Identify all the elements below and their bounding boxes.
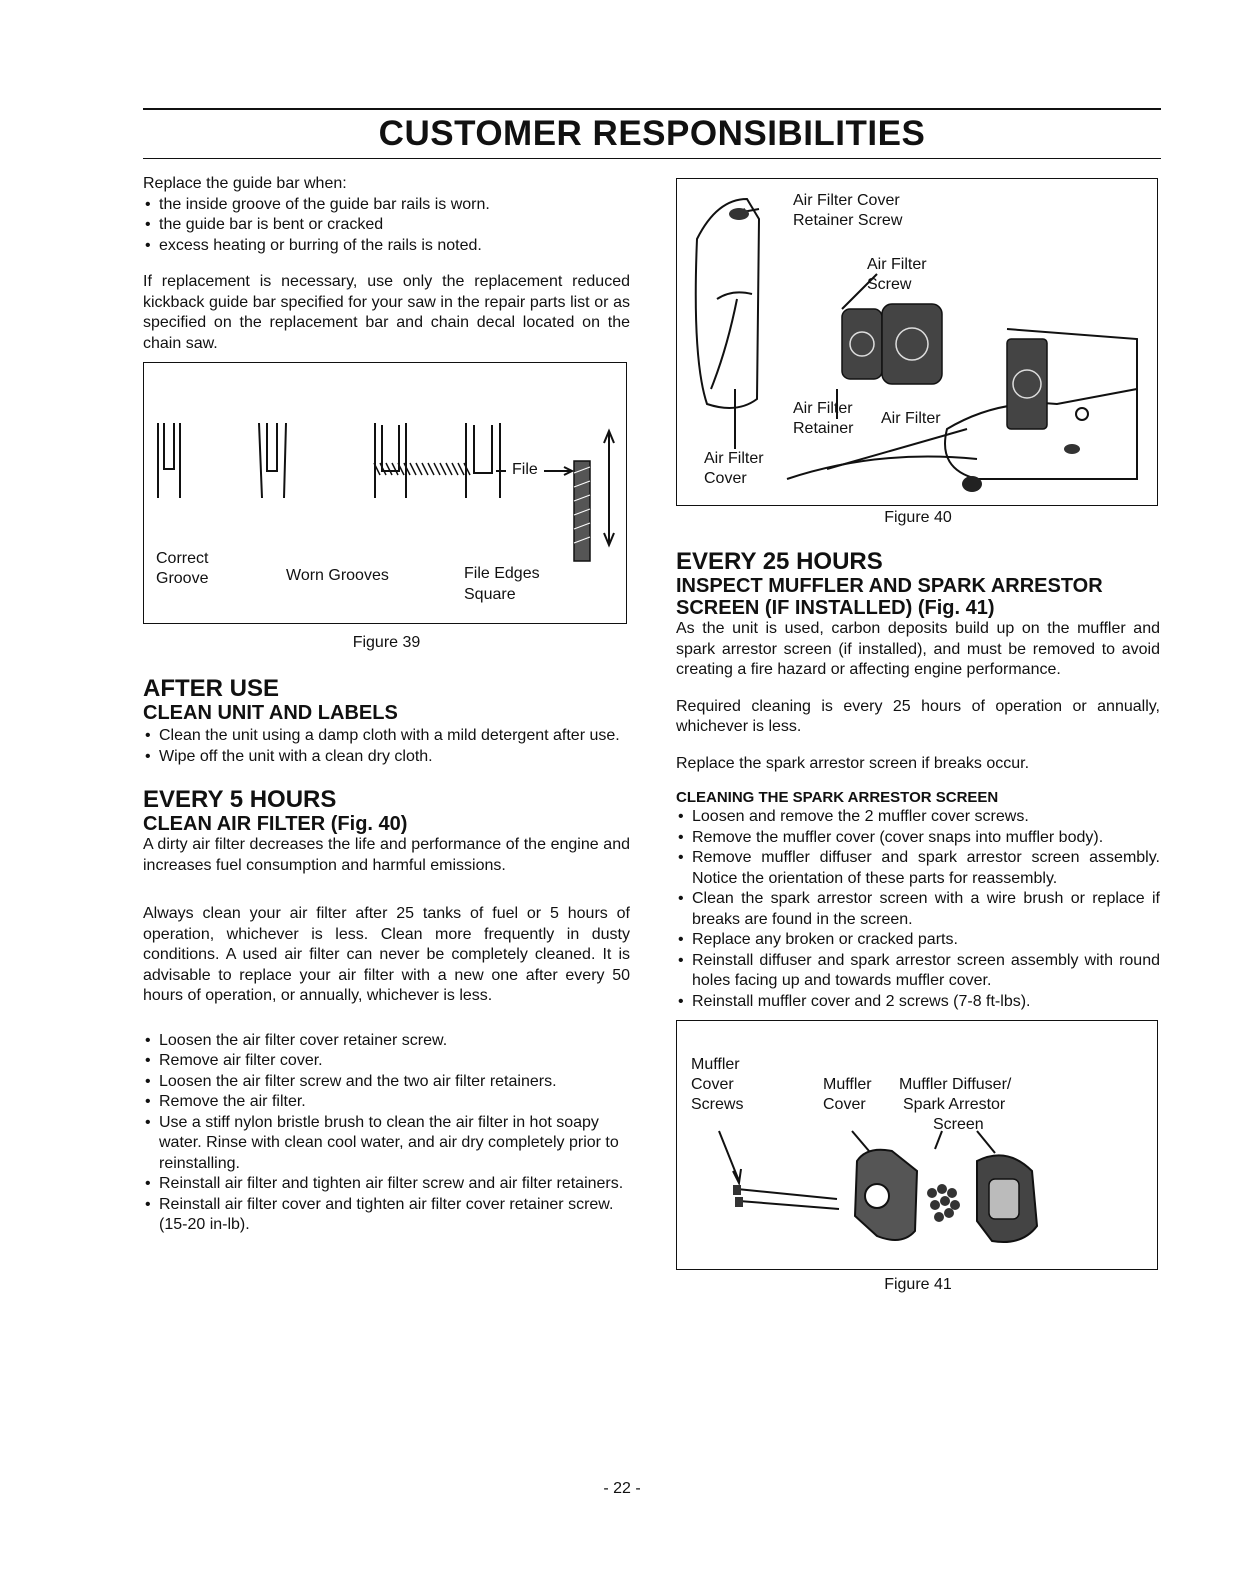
label-air-filter-screw-1: Air Filter	[867, 256, 927, 273]
muffler-paragraph-3: Replace the spark arrestor screen if breaks occur.	[676, 754, 1030, 772]
figure-40-caption: Figure 40	[884, 509, 952, 526]
muffler-paragraph-1: As the unit is used, carbon deposits build up on the muffler and spark arrestor screen (if installed), and must be removed to avoid creating a fire hazard or affecting engine performance.	[676, 620, 1160, 678]
list-item: • Clean the unit using a damp cloth with a mild detergent after use.	[143, 726, 630, 747]
clean-unit-subheading: CLEAN UNIT AND LABELS	[143, 702, 398, 724]
label-diffuser-1: Muffler Diffuser/	[899, 1076, 1012, 1093]
air-filter-paragraph-2: Always clean your air filter after 25 tanks of fuel or 5 hours of operation, whichever is less. Clean more frequently in dusty conditions. A used air filter can never be completely cleaned. It is advisable to replace your air filter with a new one after every 50 hours of operation, or annually, whichever is less.	[143, 905, 630, 1004]
figure-40	[676, 178, 1158, 506]
label-air-filter-retainer-1: Air Filter	[793, 400, 853, 417]
label-correct: Correct	[156, 550, 209, 567]
list-item: • Reinstall air filter and tighten air filter screw and air filter retainers.	[143, 1174, 630, 1195]
after-use-heading: AFTER USE	[143, 675, 280, 702]
label-file-edges: File Edges	[464, 565, 540, 582]
list-item: • the guide bar is bent or cracked	[143, 215, 630, 236]
list-item: • excess heating or burring of the rails is noted.	[143, 236, 630, 257]
title-rule-top	[143, 108, 1161, 110]
label-air-filter-screw-2: Screw	[867, 276, 912, 293]
every-25-hours-heading: EVERY 25 HOURS	[676, 548, 883, 575]
label-muffler-cover-screws-3: Screws	[691, 1096, 744, 1113]
figure-41	[676, 1020, 1158, 1270]
page-title: CUSTOMER RESPONSIBILITIES	[378, 114, 926, 153]
list-item: • Use a stiff nylon bristle brush to clean the air filter in hot soapy water. Rinse with clean cool water, and air dry completely prior to reinstalling.	[143, 1113, 630, 1175]
figure-39	[143, 362, 627, 624]
list-item: • Remove muffler diffuser and spark arrestor screen assembly. Notice the orientation of these parts for reassembly.	[676, 848, 1160, 889]
label-worn-grooves: Worn Grooves	[286, 567, 389, 584]
right-column	[676, 178, 1160, 1294]
title-rule-bottom	[143, 158, 1161, 159]
air-filter-paragraph-1: A dirty air filter decreases the life and performance of the engine and increases fuel consumption and harmful emissions.	[143, 836, 630, 874]
label-cover-retainer-screw-2: Retainer Screw	[793, 212, 903, 229]
label-air-filter-cover-2: Cover	[704, 470, 747, 487]
list-item: • Remove the air filter.	[143, 1092, 630, 1113]
list-item: • Wipe off the unit with a clean dry cloth.	[143, 747, 630, 768]
list-item: • Loosen and remove the 2 muffler cover screws.	[676, 807, 1160, 828]
muffler-assembly-illustration	[677, 1021, 1159, 1271]
every-5-hours-heading: EVERY 5 HOURS	[143, 786, 337, 813]
list-item: • the inside groove of the guide bar rails is worn.	[143, 195, 630, 216]
after-use-bullet-list	[143, 726, 630, 767]
label-muffler-cover-1: Muffler	[823, 1076, 872, 1093]
label-muffler-cover-2: Cover	[823, 1096, 866, 1113]
label-air-filter-cover-1: Air Filter	[704, 450, 764, 467]
label-diffuser-3: Screen	[933, 1116, 984, 1133]
label-groove: Groove	[156, 570, 209, 587]
label-air-filter: Air Filter	[881, 410, 941, 427]
label-diffuser-2: Spark Arrestor	[903, 1096, 1006, 1113]
label-muffler-cover-screws-1: Muffler	[691, 1056, 740, 1073]
muffler-paragraph-2: Required cleaning is every 25 hours of operation or annually, whichever is less.	[676, 697, 1160, 735]
list-item: • Reinstall muffler cover and 2 screws (7-8 ft-lbs).	[676, 992, 1160, 1013]
figure-41-caption: Figure 41	[884, 1276, 952, 1293]
list-item: • Loosen the air filter screw and the two air filter retainers.	[143, 1072, 630, 1093]
list-item: • Remove the muffler cover (cover snaps into muffler body).	[676, 828, 1160, 849]
page-number: - 22 -	[603, 1480, 641, 1497]
list-item: • Replace any broken or cracked parts.	[676, 930, 1160, 951]
spark-arrestor-steps-list	[676, 807, 1160, 1012]
list-item: • Reinstall air filter cover and tighten air filter cover retainer screw. (15-20 in-lb).	[143, 1195, 630, 1236]
air-filter-steps-list	[143, 1031, 630, 1236]
left-column	[143, 174, 630, 1236]
intro-bullet-list	[143, 195, 630, 257]
list-item: • Remove air filter cover.	[143, 1051, 630, 1072]
replacement-paragraph: If replacement is necessary, use only the replacement reduced kickback guide bar specified for your saw in the repair parts list or as specified on the replacement bar and chain decal located on the chain saw.	[143, 273, 630, 352]
label-air-filter-retainer-2: Retainer	[793, 420, 854, 437]
cleaning-spark-arrestor-heading: CLEANING THE SPARK ARRESTOR SCREEN	[676, 789, 999, 806]
inspect-muffler-subheading: INSPECT MUFFLER AND SPARK ARRESTOR SCREEN (IF INSTALLED) (Fig. 41)	[676, 575, 1103, 619]
label-square: Square	[464, 586, 516, 603]
intro-text: Replace the guide bar when:	[143, 175, 347, 192]
clean-air-filter-subheading: CLEAN AIR FILTER (Fig. 40)	[143, 813, 408, 835]
list-item: • Reinstall diffuser and spark arrestor screen assembly with round holes facing up and towards muffler cover.	[676, 951, 1160, 992]
list-item: • Loosen the air filter cover retainer screw.	[143, 1031, 630, 1052]
label-cover-retainer-screw-1: Air Filter Cover	[793, 192, 900, 209]
label-file: File	[512, 461, 538, 478]
label-muffler-cover-screws-2: Cover	[691, 1076, 734, 1093]
list-item: • Clean the spark arrestor screen with a wire brush or replace if breaks are found in the screen.	[676, 889, 1160, 930]
figure-39-caption: Figure 39	[352, 634, 421, 651]
